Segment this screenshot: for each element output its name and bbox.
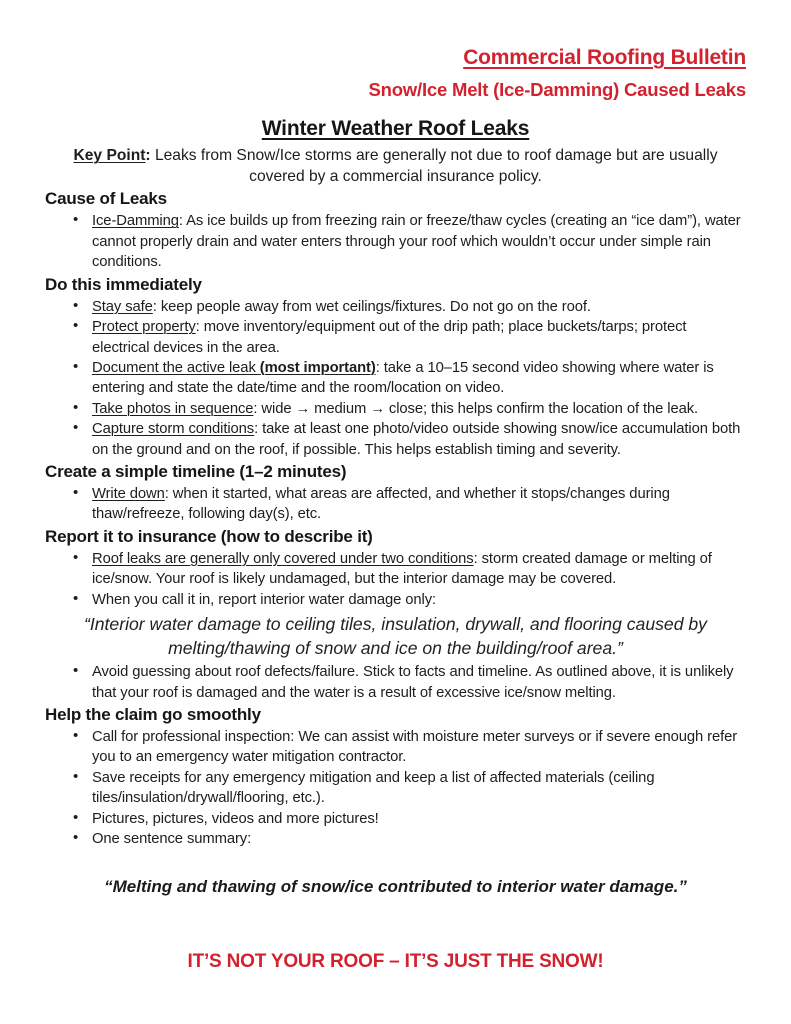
section-heading-do-this-immediately: Do this immediately	[45, 274, 202, 294]
bullet-item	[45, 297, 746, 317]
bullet-list-report-to-insurance-cont	[45, 662, 746, 703]
bullet-rest: When you call it in, report interior water damage only:	[92, 591, 437, 608]
bullet-lead: Roof leaks are generally only covered under two conditions	[92, 550, 474, 567]
bullet-list-create-timeline	[45, 484, 746, 525]
bullet-rest: : when it started, what areas are affected, and whether it stops/changes during thaw/refreeze, following day(s), etc.	[92, 485, 670, 523]
bullet-rest: One sentence summary:	[92, 831, 252, 847]
bullet-item	[45, 358, 746, 399]
bullet-item	[45, 317, 746, 358]
bullet-lead: Document the active leak	[92, 359, 260, 376]
bullet-rest: : As ice builds up from freezing rain or freeze/thaw cycles (creating an “ice dam”), water cannot properly drain and water enters through your roof which wouldn’t occur under simple rain conditions.	[92, 213, 741, 271]
bullet-lead: Protect property	[92, 319, 196, 336]
bullet-item	[45, 590, 746, 610]
bullet-item	[45, 809, 746, 829]
bullet-lead: Take photos in sequence	[92, 400, 254, 417]
bullet-item	[45, 768, 746, 809]
doc-title	[45, 117, 746, 141]
bullet-lead: Stay safe	[92, 298, 153, 315]
bullet-lead: Capture storm conditions	[92, 421, 255, 438]
bullet-lead: Write down	[92, 485, 165, 502]
summary-quote: “Melting and thawing of snow/ice contributed to interior water damage.”	[104, 877, 687, 897]
bullet-rest: : keep people away from wet ceilings/fixtures. Do not go on the roof.	[152, 298, 591, 315]
bullet-lead-bold: (most important)	[259, 359, 376, 376]
bullet-item	[45, 549, 746, 590]
bullet-rest: : take at least one photo/video outside showing snow/ice accumulation both on the ground and on the roof, if possible. This helps establish timing and severity.	[92, 421, 741, 458]
bullet-rest: Pictures, pictures, videos and more pictures!	[92, 810, 379, 827]
footer-slogan: IT’S NOT YOUR ROOF – IT’S JUST THE SNOW!	[187, 951, 604, 973]
insurance-quote: “Interior water damage to ceiling tiles, insulation, drywall, and flooring caused by melting/thawing of snow and ice on the building/roof area.”	[84, 613, 707, 659]
bullet-rest: : move inventory/equipment out of the drip path; place buckets/tarps; protect electrical devices in the area.	[92, 319, 687, 356]
bullet-rest: Save receipts for any emergency mitigation and keep a list of affected materials (ceiling tiles/insulation/drywall/flooring, etc.).	[92, 769, 655, 807]
bullet-item	[45, 419, 746, 460]
bullet-rest: : wide → medium → close; this helps confirm the location of the leak.	[253, 400, 699, 417]
bulletin-title: Commercial Roofing Bulletin	[463, 46, 746, 69]
bullet-lead: Ice-Damming	[92, 213, 179, 230]
section-heading-report-to-insurance: Report it to insurance (how to describe it)	[45, 526, 373, 546]
section-heading-cause-of-leaks: Cause of Leaks	[45, 189, 167, 209]
bullet-list-report-to-insurance	[45, 549, 746, 610]
bullet-rest: : take a 10–15 second video showing where water is entering and state the date/time and the room/location on video.	[92, 359, 714, 397]
bullet-item	[45, 829, 746, 849]
section-heading-create-timeline: Create a simple timeline (1–2 minutes)	[45, 461, 347, 481]
bullet-item	[45, 662, 746, 703]
key-point	[45, 146, 746, 187]
bullet-list-do-this-immediately	[45, 297, 746, 460]
bullet-list-help-the-claim	[45, 727, 746, 849]
bullet-list-cause-of-leaks	[45, 211, 746, 272]
key-point-text: Leaks from Snow/Ice storms are generally not due to roof damage but are usually covered by a commercial insurance policy.	[150, 147, 718, 185]
bullet-item	[45, 727, 746, 768]
bulletin-subtitle: Snow/Ice Melt (Ice-Damming) Caused Leaks	[368, 79, 746, 100]
bulletin-header	[45, 46, 746, 101]
key-point-colon: :	[145, 147, 151, 164]
bullet-item	[45, 484, 746, 525]
key-point-label: Key Point	[73, 147, 146, 164]
bullet-item	[45, 399, 746, 419]
doc-title-text: Winter Weather Roof Leaks	[261, 117, 530, 140]
bullet-rest: Avoid guessing about roof defects/failure. Stick to facts and timeline. As outlined above, it is unlikely that your roof is damaged and the water is a result of excessive ice/snow melting.	[92, 664, 734, 701]
bullet-item	[45, 211, 746, 272]
section-heading-help-the-claim: Help the claim go smoothly	[45, 704, 261, 724]
bullet-rest: Call for professional inspection: We can assist with moisture meter surveys or if severe enough refer you to an emergency water mitigation contractor.	[92, 728, 738, 766]
bullet-rest: : storm created damage or melting of ice/snow. Your roof is likely undamaged, but the interior damage may be covered.	[92, 550, 712, 588]
